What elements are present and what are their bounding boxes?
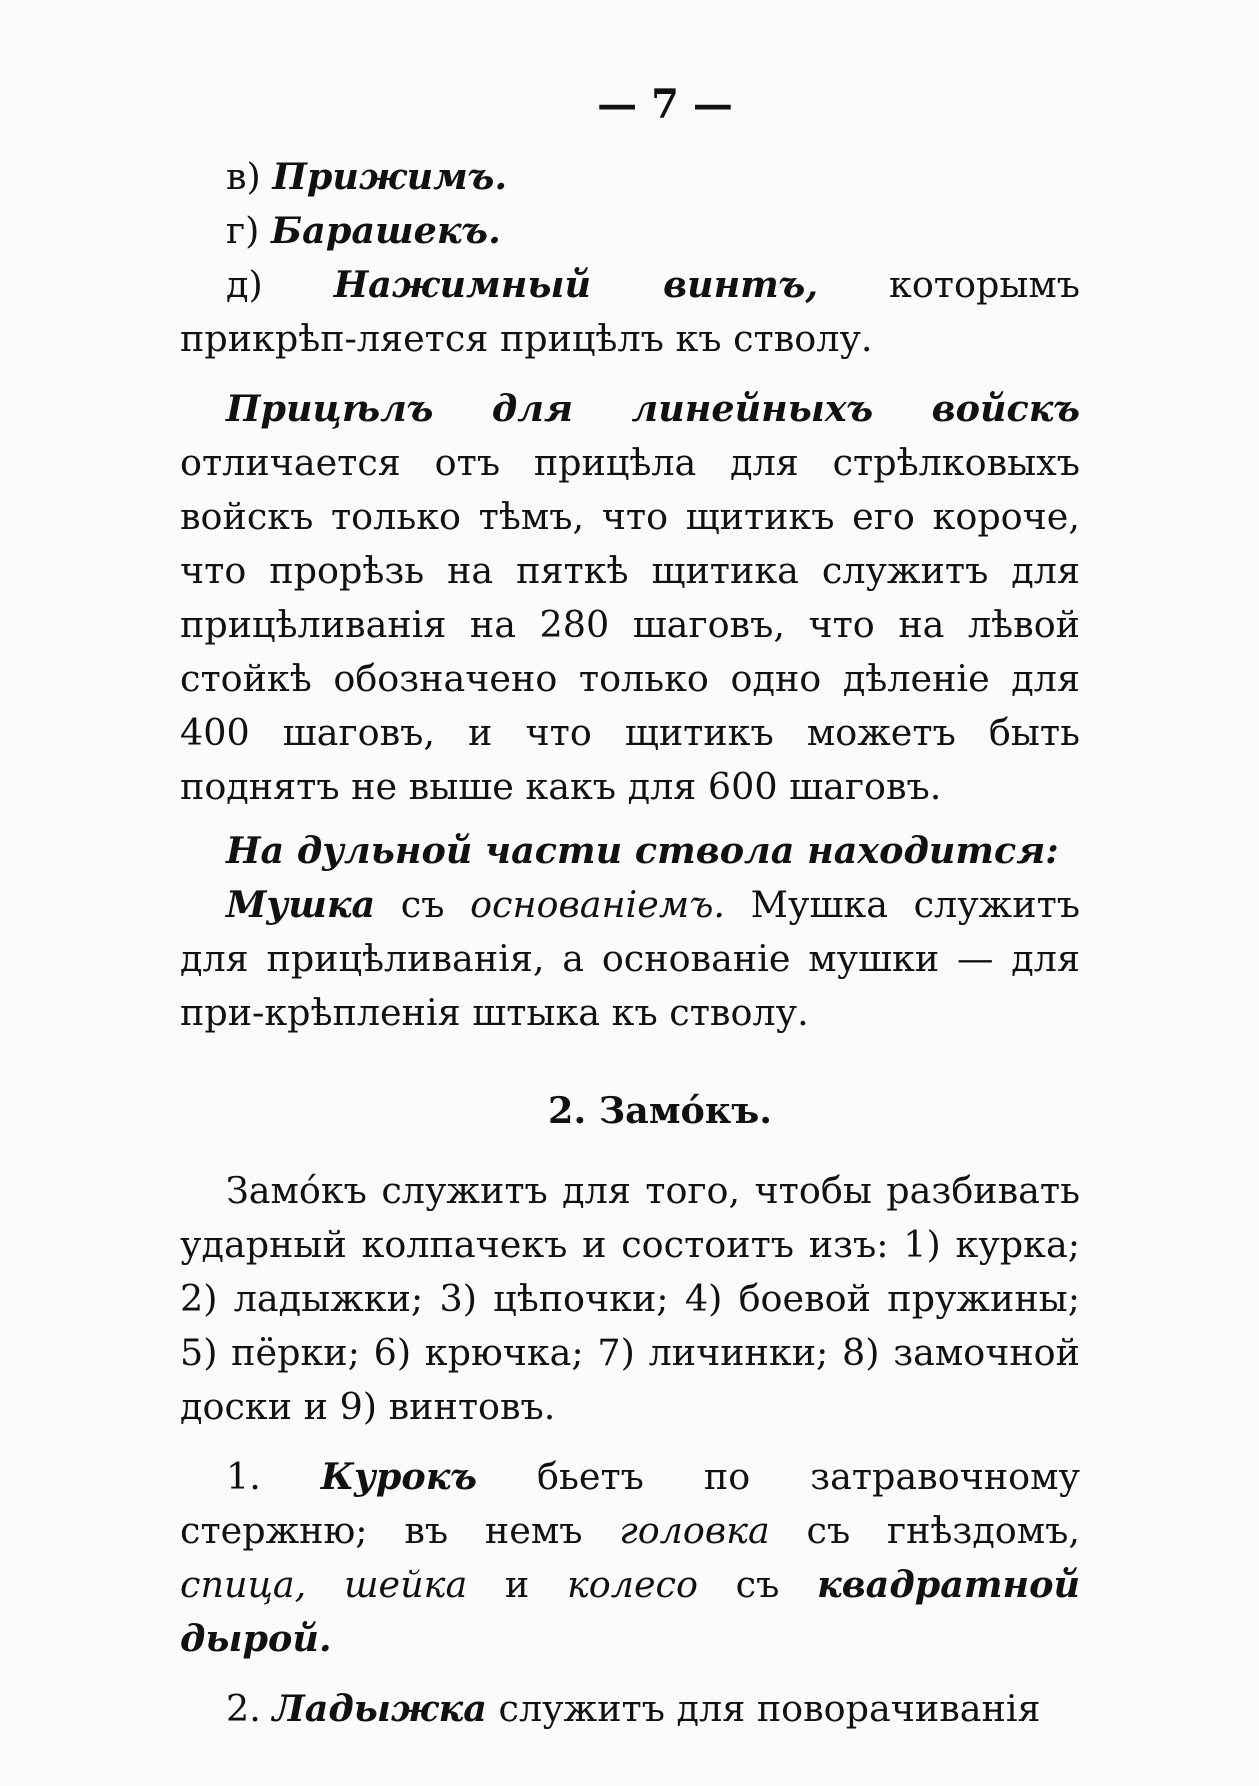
paragraph-lock: Замо́къ служитъ для того, чтобы разбивать ударный колпачекъ и состоитъ изъ: 1) курка; 2) ладыжки; 3) цѣпочки; 4) боевой пружины; 5) пёрки; 6) крючка; 7) личинки; 8) замочной доски и 9) винтовъ.	[180, 1169, 1080, 1428]
numbered-item-2: 2. Ладыжка служитъ для поворачиванія	[226, 1687, 1041, 1730]
list-item-g	[180, 204, 1080, 258]
muzzle-heading: На дульной части ствола находится:	[226, 829, 1059, 872]
item-term: Барашекъ.	[270, 209, 501, 252]
section-heading: 2. Замо́къ.	[548, 1089, 772, 1132]
paragraph-term: Прицѣлъ для линейныхъ войскъ	[226, 387, 1080, 430]
item-text: которымъ прикрѣп-ляется прицѣлъ къ стволу.	[180, 263, 1081, 360]
page-number: — 7 —	[597, 81, 733, 128]
paragraph-text: отличается отъ прицѣла для стрѣлковыхъ войскъ только тѣмъ, что щитикъ его короче, что прорѣзь на пяткѣ щитика служитъ для прицѣливанія на 280 шаговъ, что на лѣвой стойкѣ обозначено только одно дѣленіе для 400 шаговъ, и что щитикъ можетъ быть поднятъ не выше какъ для 600 шаговъ.	[180, 441, 1080, 808]
list-item-d	[180, 258, 1080, 366]
item-letter: г)	[226, 209, 260, 252]
item-term: Нажимный винтъ,	[333, 263, 819, 306]
paragraph-sight	[180, 382, 1080, 814]
item-term: Прижимъ.	[272, 155, 508, 198]
item-letter: д)	[226, 263, 263, 306]
item-letter: в)	[226, 155, 261, 198]
list-item-v	[180, 150, 1080, 204]
page-text	[180, 80, 1080, 1736]
paragraph-front-sight: Мушка съ основаніемъ. Мушка служитъ для прицѣливанія, а основаніе мушки — для при-крѣпленія штыка къ стволу.	[180, 883, 1080, 1034]
numbered-item-1: 1. Курокъ бьетъ по затравочному стержню; въ немъ головка съ гнѣздомъ, спица, шейка и колесо съ квадратной дырой.	[180, 1455, 1080, 1660]
